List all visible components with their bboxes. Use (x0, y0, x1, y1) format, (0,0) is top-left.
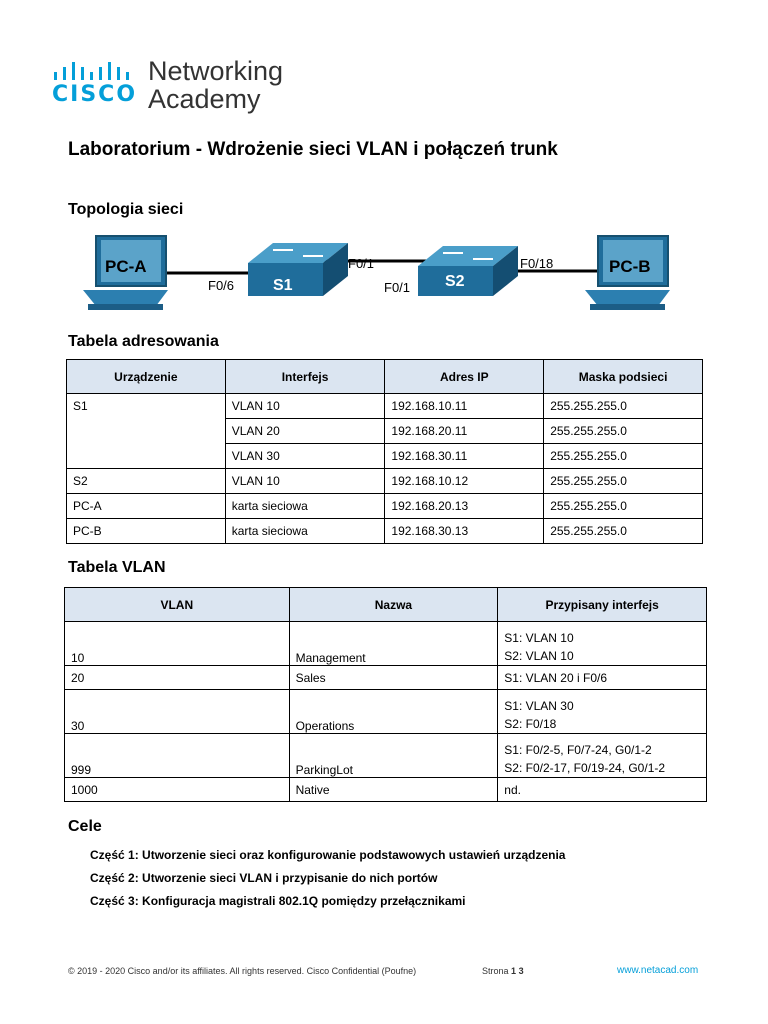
header-vlan: VLAN (65, 588, 290, 622)
cell-name: ParkingLot (289, 734, 498, 778)
pc-a-label: PC-A (105, 257, 147, 276)
goal-text: Utworzenie sieci VLAN i przypisanie do nich portów (142, 871, 438, 885)
iface-line: S1: VLAN 30 (504, 699, 574, 713)
s1-label: S1 (273, 277, 293, 294)
header-name: Nazwa (289, 588, 498, 622)
cell-mask: 255.255.255.0 (544, 469, 703, 494)
cell-vlan: 30 (65, 690, 290, 734)
switch-s2-icon (418, 246, 518, 296)
goal-text: Utworzenie sieci oraz konfigurowanie podstawowych ustawień urządzenia (142, 848, 566, 862)
netacad-link[interactable]: www.netacad.com (617, 965, 699, 976)
goal-part: Część 3: (90, 894, 139, 908)
logo-academy: Academy (148, 84, 261, 114)
cell-interface (498, 690, 707, 734)
table-row (67, 394, 703, 419)
section-topology-heading: Topologia sieci (68, 201, 184, 218)
cell-ip: 192.168.10.11 (385, 394, 544, 419)
cell-interface: karta sieciowa (225, 494, 385, 519)
iface-line: S2: VLAN 10 (504, 649, 574, 663)
cell-vlan: 20 (65, 666, 290, 690)
list-item (90, 844, 565, 867)
table-row (67, 494, 703, 519)
cisco-bars-icon (52, 62, 140, 82)
page-total: 3 (518, 966, 524, 976)
iface-line: S2: F0/18 (504, 717, 557, 731)
table-row (65, 690, 707, 734)
page-title: Laboratorium - Wdrożenie sieci VLAN i połączeń trunk (68, 139, 558, 160)
cell-ip: 192.168.20.13 (385, 494, 544, 519)
table-row (67, 519, 703, 544)
cell-interface: S1: VLAN 20 i F0/6 (498, 666, 707, 690)
section-goals-heading: Cele (68, 818, 102, 835)
cell-name: Management (289, 622, 498, 666)
vlan-table (64, 587, 707, 802)
port-label-s1-f0-1: F0/1 (348, 256, 375, 271)
section-addressing-heading: Tabela adresowania (68, 333, 219, 350)
iface-line: S2: F0/2-17, F0/19-24, G0/1-2 (504, 761, 666, 775)
goal-part: Część 1: (90, 848, 139, 862)
cell-ip: 192.168.10.12 (385, 469, 544, 494)
table-row (65, 778, 707, 802)
addressing-table (66, 359, 703, 544)
cell-interface (498, 734, 707, 778)
goal-text: Konfiguracja magistrali 802.1Q pomiędzy przełącznikami (142, 894, 466, 908)
cisco-wordmark: CISCO (52, 82, 138, 107)
table-row (65, 666, 707, 690)
cell-mask: 255.255.255.0 (544, 444, 703, 469)
vlan-table-header (65, 588, 707, 622)
cell-ip: 192.168.30.13 (385, 519, 544, 544)
footer-page-number (482, 966, 524, 976)
header-mask: Maska podsieci (544, 360, 703, 394)
cisco-networking-academy-logo (52, 58, 312, 118)
cell-device: PC-B (67, 519, 226, 544)
page-current: 1 (511, 966, 517, 976)
port-label-s2-f0-1: F0/1 (384, 280, 411, 295)
cell-interface: VLAN 20 (225, 419, 385, 444)
cell-interface: VLAN 10 (225, 394, 385, 419)
cell-interface: VLAN 10 (225, 469, 385, 494)
table-row (67, 469, 703, 494)
cell-vlan: 999 (65, 734, 290, 778)
cell-mask: 255.255.255.0 (544, 519, 703, 544)
cell-device: S2 (67, 469, 226, 494)
cell-device: S1 (67, 394, 226, 469)
logo-networking: Networking (148, 56, 284, 86)
switch-s1-icon (248, 243, 348, 296)
cell-ip: 192.168.30.11 (385, 444, 544, 469)
cell-name: Native (289, 778, 498, 802)
cell-device: PC-A (67, 494, 226, 519)
goals-list (90, 844, 565, 913)
cell-ip: 192.168.20.11 (385, 419, 544, 444)
goal-part: Część 2: (90, 871, 139, 885)
table-row (65, 734, 707, 778)
network-topology-diagram (68, 228, 708, 318)
cell-interface: VLAN 30 (225, 444, 385, 469)
port-label-f0-18: F0/18 (520, 256, 554, 271)
port-label-f0-6: F0/6 (208, 278, 235, 293)
header-device: Urządzenie (67, 360, 226, 394)
section-vlan-heading: Tabela VLAN (68, 559, 166, 576)
addressing-table-header (67, 360, 703, 394)
table-row (65, 622, 707, 666)
cell-mask: 255.255.255.0 (544, 494, 703, 519)
cell-vlan: 1000 (65, 778, 290, 802)
cell-interface: nd. (498, 778, 707, 802)
s2-label: S2 (445, 273, 465, 290)
cell-mask: 255.255.255.0 (544, 419, 703, 444)
header-interface: Interfejs (225, 360, 385, 394)
header-ip: Adres IP (385, 360, 544, 394)
cell-name: Sales (289, 666, 498, 690)
list-item (90, 867, 565, 890)
cell-vlan: 10 (65, 622, 290, 666)
pc-b-label: PC-B (609, 257, 651, 276)
header-assigned-interface: Przypisany interfejs (498, 588, 707, 622)
footer-copyright: © 2019 - 2020 Cisco and/or its affiliates. All rights reserved. Cisco Confidential (Poufne) (68, 966, 417, 976)
iface-line: S1: VLAN 10 (504, 631, 574, 645)
cell-interface (498, 622, 707, 666)
cell-mask: 255.255.255.0 (544, 394, 703, 419)
iface-line: S1: F0/2-5, F0/7-24, G0/1-2 (504, 743, 652, 757)
page-label: Strona (482, 966, 509, 976)
cell-interface: karta sieciowa (225, 519, 385, 544)
list-item (90, 890, 565, 913)
cell-name: Operations (289, 690, 498, 734)
